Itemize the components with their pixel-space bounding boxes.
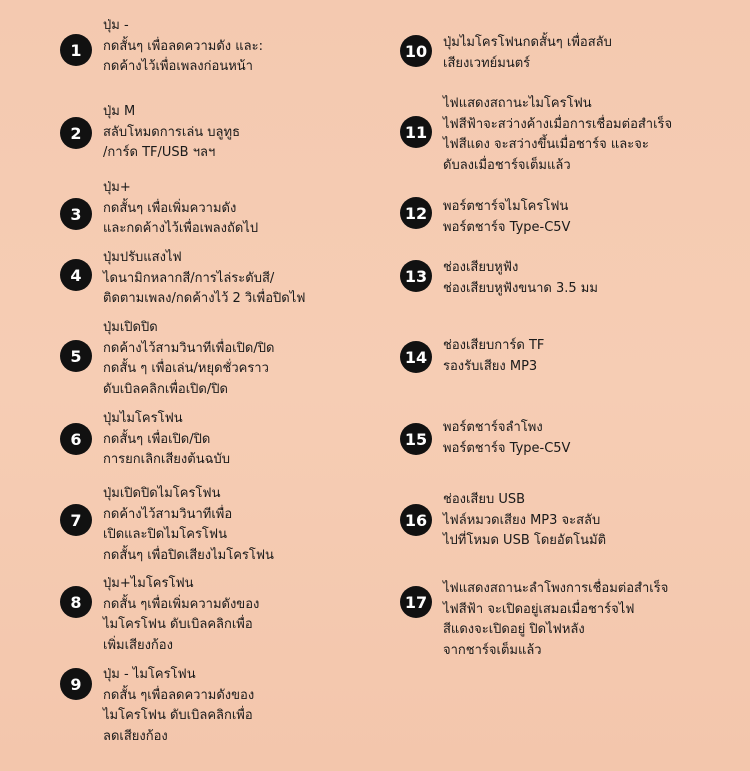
number-badge: 7	[60, 504, 92, 536]
number-badge: 9	[60, 668, 92, 700]
number-badge: 11	[400, 116, 432, 148]
feature-description: ช่องเสียบ USB ไฟล์หมวดเสียง MP3 จะสลับ ไปที่โหมด USB โดยอัตโนมัติ	[443, 492, 607, 548]
number-badge: 4	[60, 259, 92, 291]
feature-description: พอร์ตชาร์จลำโพง พอร์ตชาร์จ Type-C5V	[443, 420, 571, 456]
number-badge: 5	[60, 340, 92, 372]
feature-description: ปุ่มไมโครโฟน กดสั้นๆ เพื่อเปิด/ปิด การยกเลิกเสียงต้นฉบับ	[103, 411, 230, 467]
feature-description: ช่องเสียบการ์ด TF รองรับเสียง MP3	[443, 338, 545, 374]
number-badge: 17	[400, 586, 432, 618]
number-badge: 3	[60, 198, 92, 230]
number-badge: 2	[60, 117, 92, 149]
feature-description: ปุ่ม+ไมโครโฟน กดสั้น ๆเพื่อเพิ่มความดังของ ไมโครโฟน ดับเบิลคลิกเพื่อ เพิ่มเสียงก้อง	[103, 576, 260, 653]
feature-description: ปุ่ม - กดสั้นๆ เพื่อลดความดัง และ: กดค้างไว้เพื่อเพลงก่อนหน้า	[103, 18, 263, 74]
feature-description: ปุ่มเปิดปิดไมโครโฟน กดค้างไว้สามวินาทีเพื่อ เปิดและปิดไมโครโฟน กดสั้นๆ เพื่อปิดเสียงไมโครโฟน	[103, 486, 274, 563]
feature-description: ปุ่มปรับแสงไฟ ไดนามิกหลากสี/การไล่ระดับสี/ ติดตามเพลง/กดค้างไว้ 2 วิเพื่อปิดไฟ	[103, 250, 306, 306]
number-badge: 15	[400, 423, 432, 455]
number-badge: 14	[400, 341, 432, 373]
feature-description: ไฟแสดงสถานะไมโครโฟน ไฟสีฟ้าจะสว่างค้างเมื่อการเชื่อมต่อสำเร็จ ไฟสีแดง จะสว่างขึ้นเมื่อชาร์จ และจะ ดับลงเมื่อชาร์จเต็มแล้ว	[443, 96, 673, 173]
feature-description: ปุ่ม M สลับโหมดการเล่น บลูทูธ /การ์ด TF/USB ฯลฯ	[103, 104, 241, 160]
number-badge: 16	[400, 504, 432, 536]
feature-description: ปุ่ม+ กดสั้นๆ เพื่อเพิ่มความดัง และกดค้างไว้เพื่อเพลงถัดไป	[103, 180, 259, 236]
feature-description: ปุ่มไมโครโฟนกดสั้นๆ เพื่อสลับ เสียงเวทย์มนตร์	[443, 35, 612, 71]
feature-description: พอร์ตชาร์จไมโครโฟน พอร์ตชาร์จ Type-C5V	[443, 199, 571, 235]
feature-description: ปุ่ม - ไมโครโฟน กดสั้น ๆเพื่อลดความดังของ ไมโครโฟน ดับเบิลคลิกเพื่อ ลดเสียงก้อง	[103, 667, 255, 744]
number-badge: 1	[60, 34, 92, 66]
number-badge: 8	[60, 586, 92, 618]
feature-description: ปุ่มเปิดปิด กดค้างไว้สามวินาทีเพื่อเปิด/ปิด กดสั้น ๆ เพื่อเล่น/หยุดชั่วคราว ดับเบิลคลิกเพื่อเปิด/ปิด	[103, 320, 275, 397]
number-badge: 13	[400, 260, 432, 292]
number-badge: 6	[60, 423, 92, 455]
number-badge: 10	[400, 35, 432, 67]
feature-description: ช่องเสียบหูฟัง ช่องเสียบหูฟังขนาด 3.5 มม	[443, 260, 598, 296]
feature-description: ไฟแสดงสถานะลำโพงการเชื่อมต่อสำเร็จ ไฟสีฟ้า จะเปิดอยู่เสมอเมื่อชาร์จไฟ สีแดงจะเปิดอยู่ ปิดไฟหลัง จากชาร์จเต็มแล้ว	[443, 581, 669, 658]
number-badge: 12	[400, 197, 432, 229]
